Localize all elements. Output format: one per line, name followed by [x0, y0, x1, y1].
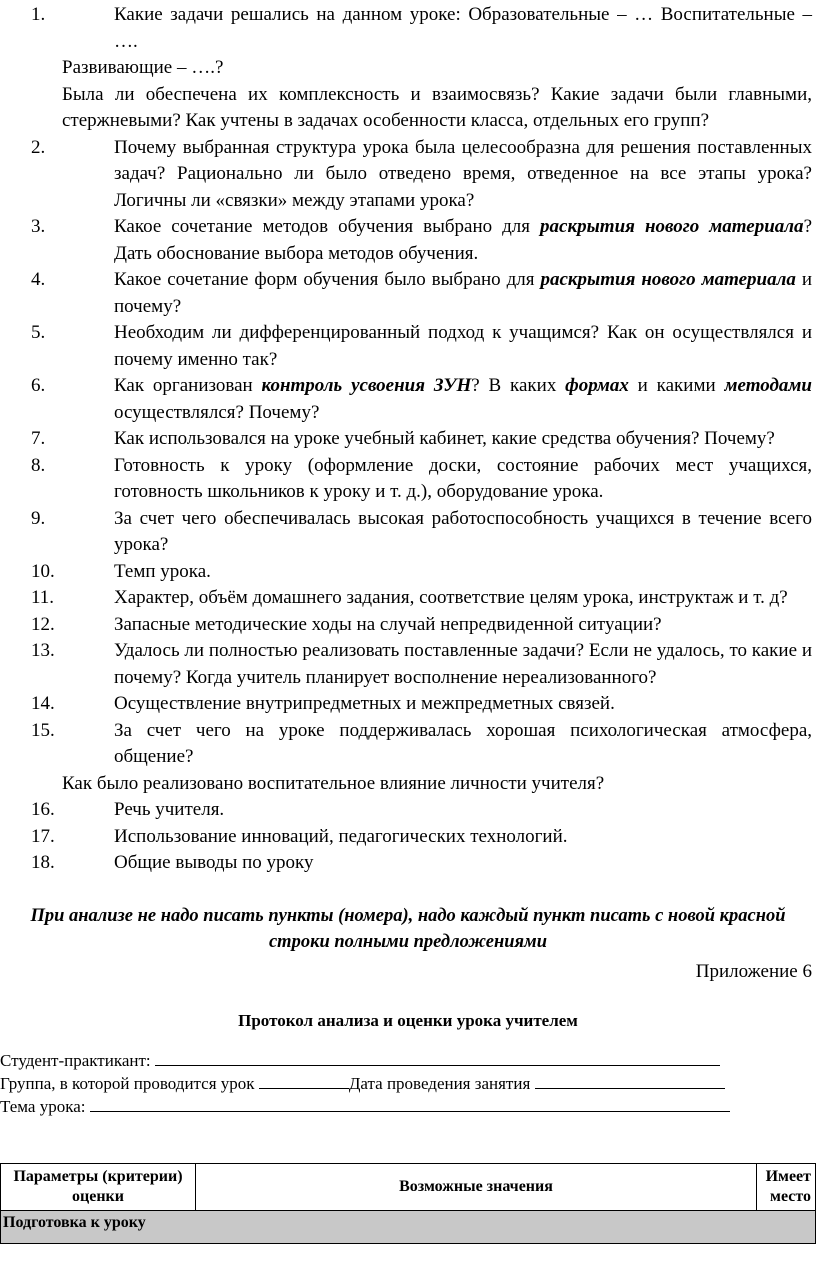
item-text: Удалось ли полностью реализовать поставленные задачи? Если не удалось, то какие и почему? Когда учитель планирует восполнение нереализованного? — [114, 640, 812, 688]
topic-field — [0, 1095, 816, 1118]
item-number: 17. — [31, 825, 55, 847]
item-text: Как использовался на уроке учебный кабинет, какие средства обучения? Почему? — [114, 428, 775, 449]
question-17 — [0, 824, 816, 851]
question-1 — [0, 2, 816, 55]
question-11 — [0, 585, 816, 612]
group-blank[interactable] — [259, 1073, 349, 1089]
appendix-label: Приложение 6 — [695, 960, 812, 982]
item-text: и почему? — [114, 269, 812, 317]
table-header-row — [1, 1164, 816, 1211]
item-text: За счет чего на уроке поддерживалась хорошая психологическая атмосфера, общение? — [114, 719, 812, 767]
emphasis: раскрытия нового материала — [540, 269, 796, 290]
item-text: Почему выбранная структура урока была целесообразна для решения поставленных задач? Рационально ли было отведено время, отведенное на все этапы урока? Логичны ли «связки» между этапами урока? — [114, 136, 812, 211]
section-preparation: Подготовка к уроку — [1, 1211, 816, 1244]
question-4 — [0, 267, 816, 320]
analysis-note: При анализе не надо писать пункты (номера), надо каждый пункт писать с новой красной строки полными предложениями — [30, 905, 786, 952]
item-number: 5. — [31, 322, 46, 343]
item-text: Темп урока. — [114, 560, 211, 582]
item-number: 9. — [31, 507, 46, 529]
student-blank[interactable] — [155, 1050, 720, 1066]
item-text: и какими — [628, 375, 725, 396]
item-number: 16. — [31, 799, 55, 820]
question-1-continuation: Была ли обеспечена их комплексность и взаимосвязь? Какие задачи были главными, стержневыми? Как учтены в задачах особенности класса, отдельных его групп? — [62, 83, 812, 131]
question-5 — [0, 320, 816, 373]
protocol-table — [0, 1163, 816, 1244]
section-subheading: Как было реализовано воспитательное влияние личности учителя? — [62, 772, 605, 794]
emphasis: контроль усвоения ЗУН — [261, 375, 472, 396]
item-text: осуществлялся? Почему? — [114, 401, 320, 423]
item-number: 15. — [31, 719, 55, 741]
item-number: 4. — [31, 269, 46, 290]
topic-blank[interactable] — [90, 1096, 730, 1112]
table-section-row — [1, 1211, 816, 1244]
question-2 — [0, 135, 816, 215]
date-blank[interactable] — [535, 1073, 725, 1089]
question-10 — [0, 559, 816, 586]
item-number: 13. — [31, 640, 55, 661]
item-number: 11. — [31, 587, 55, 608]
item-text: Характер, объём домашнего задания, соответствие целям урока, инструктаж и т. д? — [114, 587, 788, 608]
question-9 — [0, 506, 816, 559]
question-18 — [0, 850, 816, 877]
question-13 — [0, 638, 816, 691]
item-text: ? В каких — [471, 375, 566, 396]
item-text: Использование инноваций, педагогических технологий. — [114, 825, 568, 847]
item-number: 2. — [31, 136, 46, 158]
item-number: 3. — [31, 216, 46, 237]
column-header-present: Имеет место — [757, 1164, 816, 1211]
item-number: 10. — [31, 560, 55, 582]
question-8 — [0, 453, 816, 506]
item-number: 18. — [31, 852, 55, 873]
item-text: Необходим ли дифференцированный подход к учащимся? Как он осуществлялся и почему именно так? — [114, 322, 812, 370]
emphasis: формах — [565, 375, 629, 396]
question-15 — [0, 718, 816, 771]
emphasis: раскрытия нового материала — [540, 216, 804, 237]
item-text: Какие задачи решались на данном уроке: Образовательные – … Воспитательные – …. — [114, 4, 812, 52]
question-3 — [0, 214, 816, 267]
question-16 — [0, 797, 816, 824]
item-text: За счет чего обеспечивалась высокая работоспособность учащихся в течение всего урока? — [114, 507, 812, 555]
item-text: ? Дать обоснование выбора методов обучения. — [114, 216, 812, 264]
item-text: Как организован — [114, 375, 262, 396]
protocol-title: Протокол анализа и оценки урока учителем — [238, 1011, 578, 1030]
item-text: Общие выводы по уроку — [114, 852, 314, 873]
student-label: Студент-практикант: — [0, 1050, 151, 1070]
item-number: 1. — [31, 4, 46, 25]
topic-label: Тема урока: — [0, 1096, 86, 1116]
question-12 — [0, 612, 816, 639]
item-number: 7. — [31, 428, 46, 449]
question-7 — [0, 426, 816, 453]
item-text: Какое сочетание методов обучения выбрано для — [114, 216, 541, 237]
group-label: Группа, в которой проводится урок — [0, 1073, 255, 1093]
column-header-values: Возможные значения — [196, 1164, 757, 1211]
question-1-developmental: Развивающие – ….? — [62, 57, 224, 78]
emphasis: методами — [724, 375, 812, 396]
item-number: 8. — [31, 454, 46, 476]
column-header-criteria: Параметры (критерии) оценки — [1, 1164, 196, 1211]
item-text: Осуществление внутрипредметных и межпредметных связей. — [114, 693, 615, 714]
item-text: Готовность к уроку (оформление доски, состояние рабочих мест учащихся, готовность школьников к уроку и т. д.), оборудование урока. — [114, 454, 812, 502]
item-text: Запасные методические ходы на случай непредвиденной ситуации? — [114, 613, 662, 635]
date-label: Дата проведения занятия — [348, 1073, 531, 1093]
item-number: 14. — [31, 693, 55, 714]
question-14 — [0, 691, 816, 718]
item-number: 6. — [31, 375, 46, 396]
group-date-field — [0, 1072, 816, 1095]
item-text: Речь учителя. — [114, 799, 225, 820]
item-text: Какое сочетание форм обучения было выбрано для — [114, 269, 541, 290]
question-6 — [0, 373, 816, 426]
student-field — [0, 1049, 816, 1072]
item-number: 12. — [31, 613, 55, 635]
